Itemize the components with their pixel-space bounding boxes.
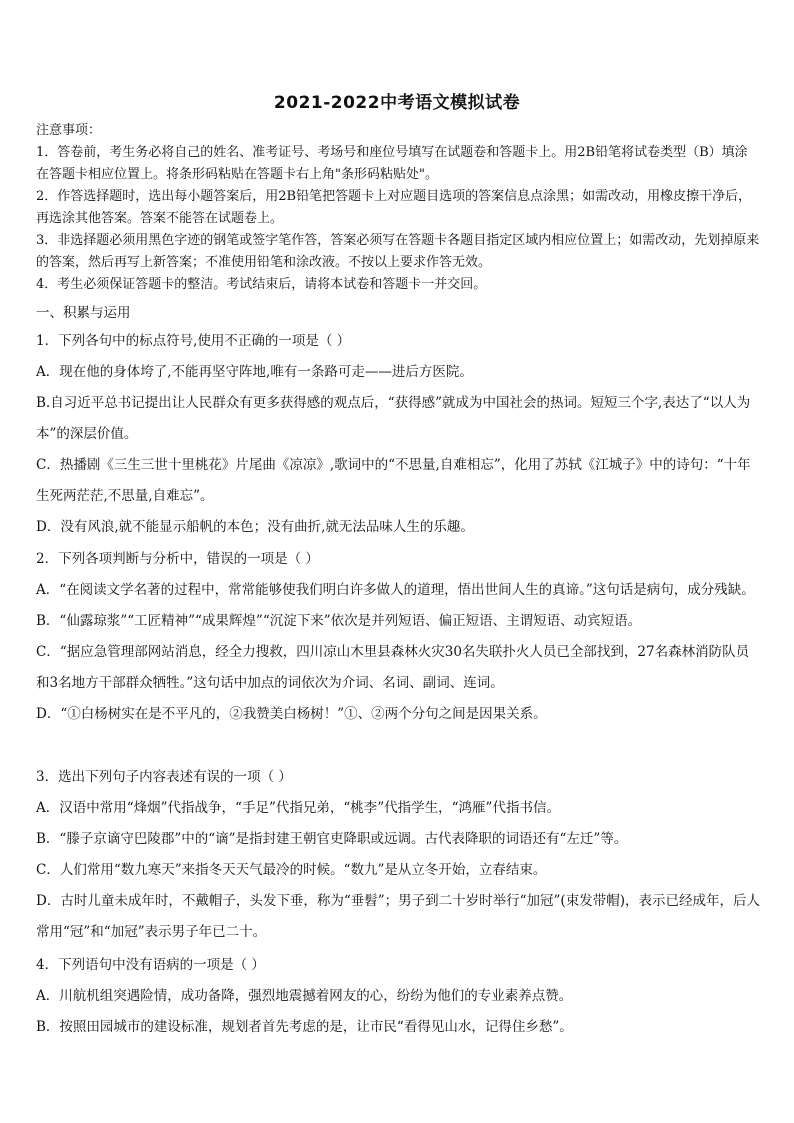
- option-d: D．没有风浪,就不能显示船帆的本色；没有曲折,就无法品味人生的乐趣。: [36, 519, 474, 535]
- question-1: [36, 326, 760, 543]
- question-stem: 1．下列各句中的标点符号,使用不正确的一项是（ ）: [36, 333, 351, 349]
- option-c: C．“据应急管理部网站消息，经全力搜救，四川凉山木里县森林火灾30名失联扑火人员已全部找到，27名森林消防队员和3名地方干部群众牺牲。”这句话中加点的词依次为介词、名词、副词、连词。: [36, 644, 750, 691]
- question-3: [36, 762, 760, 948]
- option-a: A．“在阅读文学名著的过程中，常常能够使我们明白许多做人的道理，悟出世间人生的真谛。”这句话是病句，成分残缺。: [36, 582, 755, 598]
- option-c: C．热播剧《三生三世十里桃花》片尾曲《凉凉》,歌词中的“不思量,自难相忘”，化用了苏轼《江城子》中的诗句：“十年生死两茫茫,不思量,自难忘”。: [36, 457, 751, 504]
- option-b: B．“滕子京谪守巴陵郡”中的“谪”是指封建王朝官吏降职或远调。古代表降职的词语还有“左迁”等。: [36, 831, 628, 847]
- exam-title: 2021-2022中考语文模拟试卷: [273, 93, 521, 113]
- option-b: B.自习近平总书记提出让人民群众有更多获得感的观点后，“获得感”就成为中国社会的热词。短短三个字,表达了“以人为本”的深层价值。: [36, 395, 751, 442]
- option-d: D．古时儿童未成年时，不戴帽子，头发下垂，称为“垂髫”；男子到二十岁时举行“加冠”(束发带帽)，表示已经成年，后人常用“冠”和“加冠”表示男子年已二十。: [36, 893, 760, 940]
- option-c: C．人们常用“数九寒天”来指冬天天气最冷的时候。“数九”是从立冬开始，立春结束。: [36, 862, 547, 878]
- notice-block: [36, 120, 760, 296]
- question-stem: 2．下列各项判断与分析中，错误的一项是（ ）: [36, 551, 319, 567]
- notice-item: 1．答卷前，考生务必将自己的姓名、准考证号、考场号和座位号填写在试题卷和答题卡上。用2B铅笔将试卷类型（B）填涂在答题卡相应位置上。将条形码粘贴在答题卡右上角"条形码粘贴处"。: [36, 145, 748, 182]
- notice-item: 2．作答选择题时，选出每小题答案后，用2B铅笔把答题卡上对应题目选项的答案信息点涂黑；如需改动，用橡皮擦干净后，再选涂其他答案。答案不能答在试题卷上。: [36, 189, 752, 226]
- option-a: A．川航机组突遇险情，成功备降，强烈地震撼着网友的心，纷纷为他们的专业素养点赞。: [36, 988, 573, 1004]
- question-4: [36, 950, 760, 1043]
- notice-item: 3．非选择题必须用黑色字迹的钢笔或签字笔作答，答案必须写在答题卡各题目指定区域内相应位置上；如需改动，先划掉原来的答案，然后再写上新答案；不准使用铅笔和涂改液。不按以上要求作答无效。: [36, 233, 760, 270]
- option-a: A．汉语中常用“烽烟”代指战争，“手足”代指兄弟，“桃李”代指学生，“鸿雁”代指书信。: [36, 800, 560, 816]
- notice-heading: 注意事项：: [36, 123, 102, 138]
- section-title: 一、积累与运用: [36, 305, 131, 321]
- question-stem: 3．选出下列句子内容表述有误的一项（ ）: [36, 769, 292, 785]
- option-b: B．按照田园城市的建设标准，规划者首先考虑的是，让市民“看得见山水，记得住乡愁”。: [36, 1019, 573, 1035]
- question-2: [36, 544, 760, 730]
- option-a: A．现在他的身体垮了,不能再坚守阵地,唯有一条路可走——进后方医院。: [36, 364, 473, 380]
- option-b: B．“仙露琼浆”“工匠精神”“成果辉煌”“沉淀下来”依次是并列短语、偏正短语、主谓短语、动宾短语。: [36, 613, 642, 629]
- notice-item: 4．考生必须保证答题卡的整洁。考试结束后，请将本试卷和答题卡一并交回。: [36, 277, 487, 292]
- option-d: D．“①白杨树实在是不平凡的，②我赞美白杨树！”①、②两个分句之间是因果关系。: [36, 706, 547, 722]
- question-stem: 4．下列语句中没有语病的一项是（ ）: [36, 957, 265, 973]
